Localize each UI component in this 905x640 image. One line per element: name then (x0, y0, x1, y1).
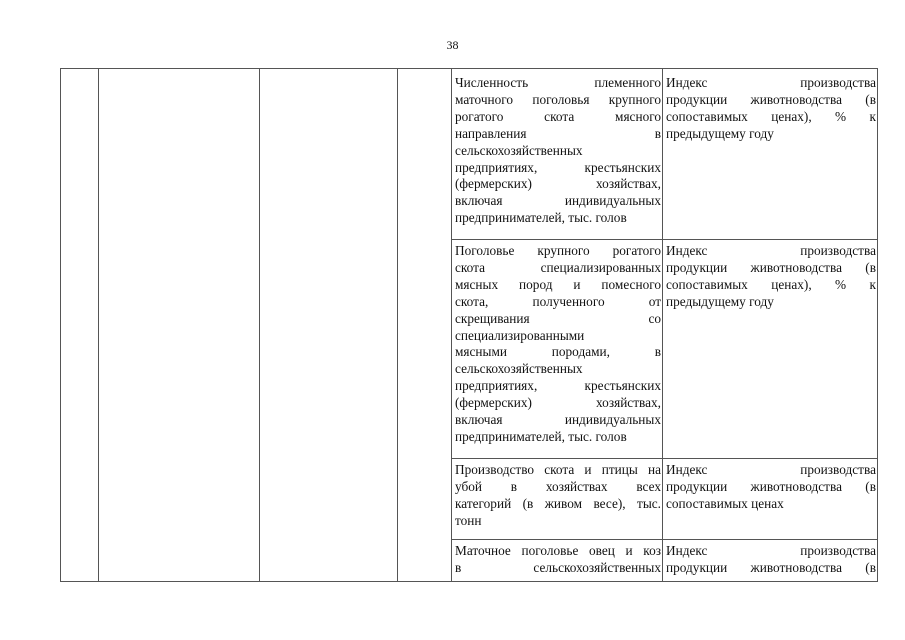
column-divider (397, 69, 398, 581)
indicator-cell (455, 243, 661, 446)
indicator-line: скота специализированных (455, 259, 661, 275)
indicator-line: включая индивидуальных (455, 412, 661, 428)
indicator-line: включая индивидуальных (455, 193, 661, 209)
indicator-line: специализированными (455, 327, 585, 343)
indicator-line: Производство скота и птицы на (455, 462, 661, 477)
column-divider (451, 69, 452, 581)
index-cell (666, 462, 876, 513)
index-cell (666, 543, 876, 586)
indicator-line: предприятиях, крестьянских (455, 159, 661, 175)
indicator-cell (455, 75, 661, 227)
indicator-line: направления в (455, 125, 661, 141)
index-line: сопоставимых ценах), % к (666, 276, 876, 292)
index-cell (666, 243, 876, 311)
indicator-line: сельскохозяйственных (455, 361, 583, 377)
index-line: Индекс производства (666, 75, 876, 90)
indicator-line: предпринимателей, тыс. голов (455, 428, 627, 444)
index-line: предыдущему году (666, 293, 774, 309)
indicator-line: в сельскохозяйственных (455, 559, 661, 575)
column-divider (98, 69, 99, 581)
index-line: Индекс производства (666, 462, 876, 477)
program-table (60, 68, 878, 582)
column-divider (259, 69, 260, 581)
indicator-line: Поголовье крупного рогатого (455, 243, 661, 258)
column-divider (662, 69, 663, 581)
indicator-line: убой в хозяйствах всех (455, 478, 661, 494)
index-line: сопоставимых ценах), % к (666, 108, 876, 124)
index-line: предыдущему году (666, 125, 774, 141)
indicator-line: (фермерских) хозяйствах, (455, 176, 661, 192)
indicator-line: тонн (455, 512, 482, 528)
indicator-line: предпринимателей, тыс. голов (455, 210, 627, 226)
indicator-line: скрещивания со (455, 310, 661, 326)
indicator-line: сельскохозяйственных (455, 142, 583, 158)
indicator-line: мясными породами, в (455, 344, 661, 360)
indicator-line: (фермерских) хозяйствах, (455, 395, 661, 411)
indicator-line: маточного поголовья крупного (455, 91, 661, 107)
indicator-line: скота, полученного от (455, 293, 661, 309)
index-line: сопоставимых ценах (666, 495, 784, 511)
page-number: 38 (446, 38, 459, 52)
index-line: продукции животноводства (в (666, 91, 876, 107)
indicator-cell (455, 543, 661, 586)
indicator-line: предприятиях, крестьянских (455, 378, 661, 394)
row-divider (451, 239, 877, 240)
index-line: Индекс производства (666, 543, 876, 558)
indicator-line: рогатого скота мясного (455, 108, 661, 124)
index-line: продукции животноводства (в (666, 559, 876, 575)
row-divider (451, 539, 877, 540)
row-divider (451, 458, 877, 459)
index-cell (666, 75, 876, 143)
index-line: продукции животноводства (в (666, 478, 876, 494)
indicator-line: Численность племенного (455, 75, 661, 90)
index-line: Индекс производства (666, 243, 876, 258)
indicator-line: мясных пород и помесного (455, 276, 661, 292)
indicator-line: категорий (в живом весе), тыс. (455, 495, 661, 511)
indicator-line: Маточное поголовье овец и коз (455, 543, 661, 558)
index-line: продукции животноводства (в (666, 259, 876, 275)
indicator-cell (455, 462, 661, 530)
